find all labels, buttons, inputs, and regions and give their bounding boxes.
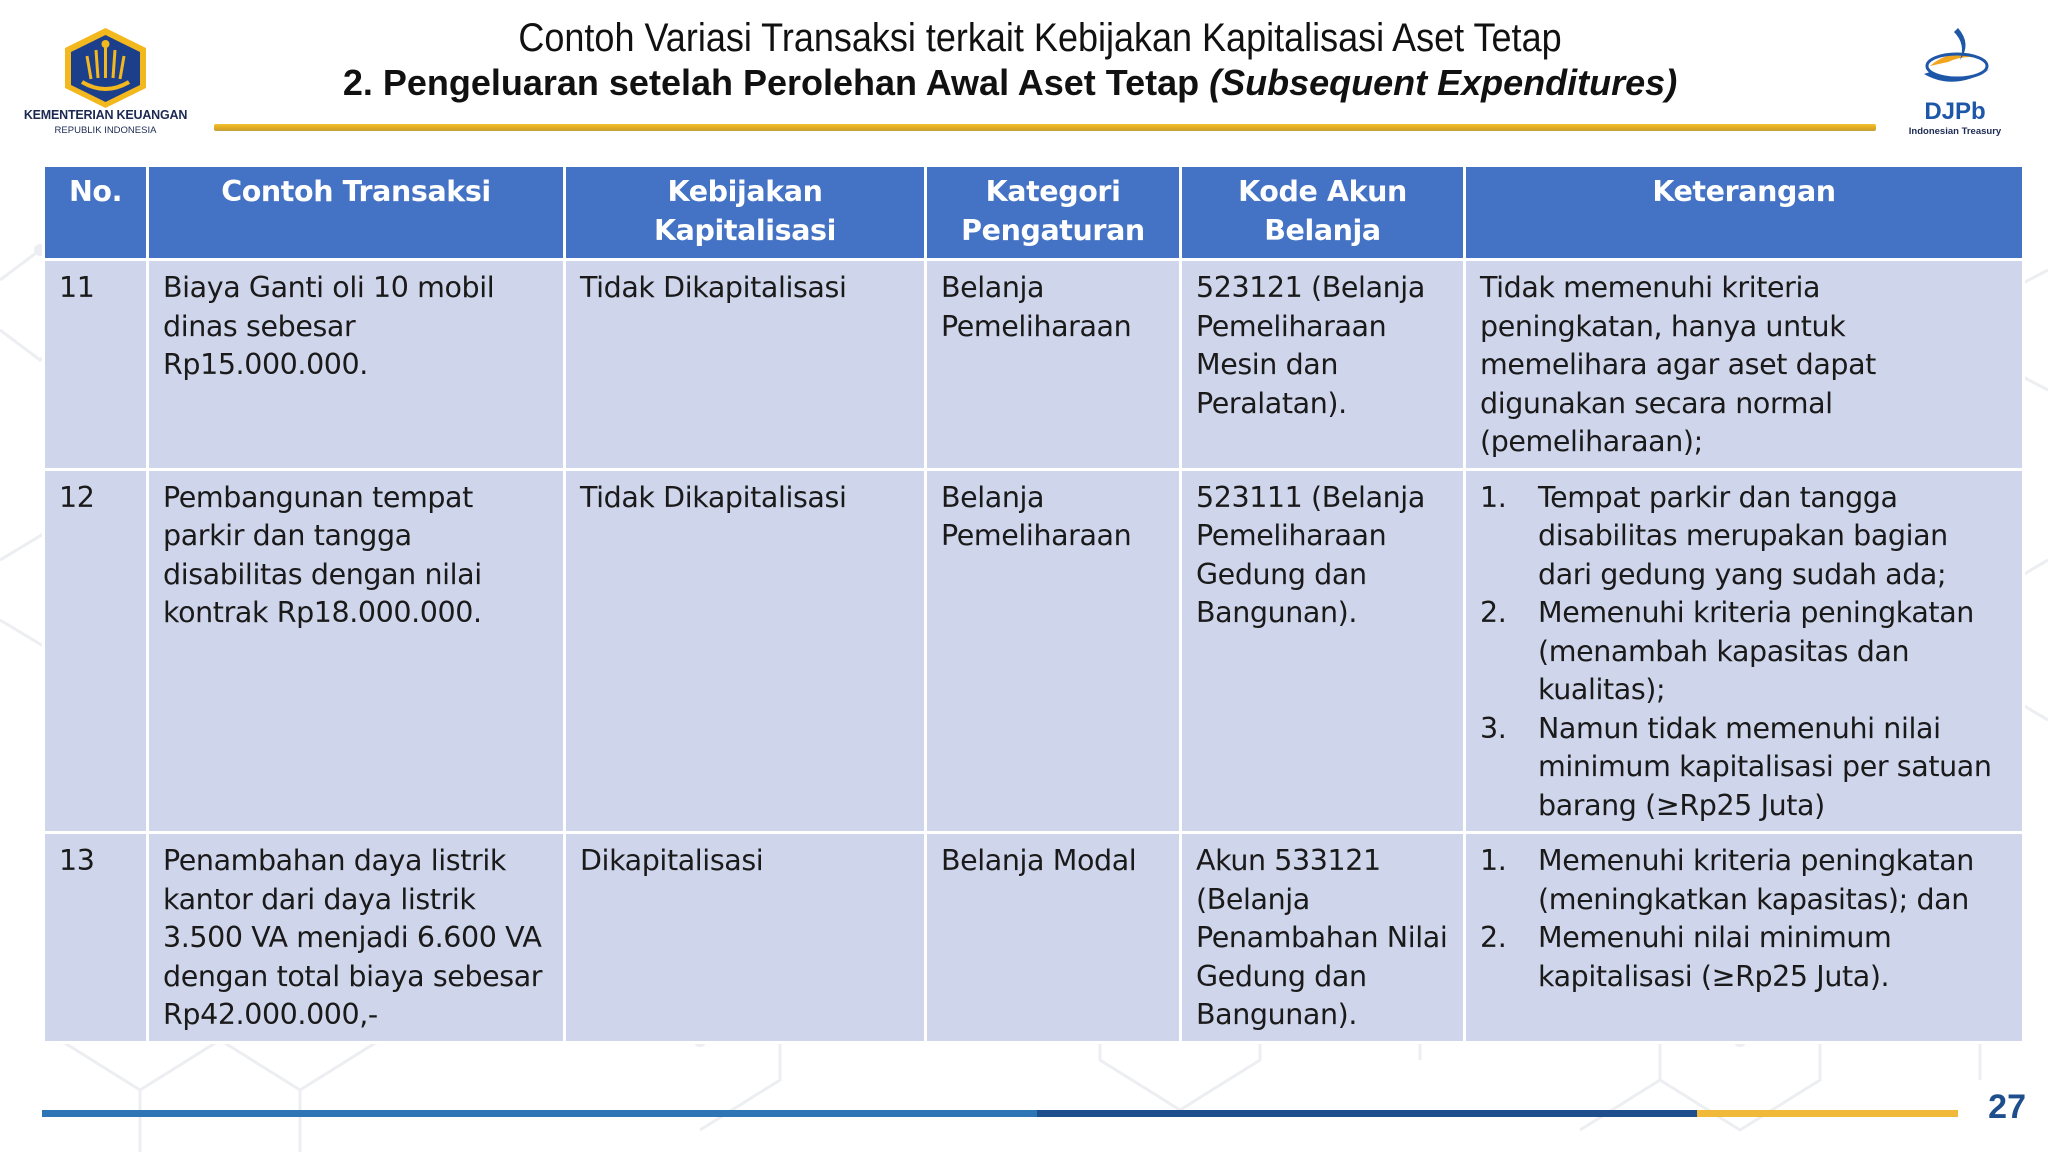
slide-title: Contoh Variasi Transaksi terkait Kebijakan Kapitalisasi Aset Tetap: [518, 16, 1562, 60]
list-item-text: Memenuhi nilai minimum kapitalisasi (≥Rp25 Juta).: [1538, 921, 1892, 993]
footer-bar: [42, 1110, 1958, 1117]
footer-bar-blue: [42, 1110, 1037, 1117]
cell-kategori: Belanja Pemeliharaan: [926, 469, 1181, 833]
list-item-number: 1.: [1480, 844, 1507, 877]
cell-contoh: Penambahan daya listrik kantor dari daya listrik 3.500 VA menjadi 6.600 VA dengan total biaya sebesar Rp42.000.000,-: [148, 833, 565, 1043]
cell-contoh: Biaya Ganti oli 10 mobil dinas sebesar Rp15.000.000.: [148, 260, 565, 470]
col-header-contoh: Contoh Transaksi: [148, 166, 565, 260]
slide-subtitle-main: 2. Pengeluaran setelah Perolehan Awal Aset Tetap: [342, 62, 1210, 103]
cell-kode: Akun 533121 (Belanja Penambahan Nilai Gedung dan Bangunan).: [1181, 833, 1465, 1043]
list-item: [1480, 594, 2008, 710]
cell-no: 11: [44, 260, 148, 470]
list-item-text: Memenuhi kriteria peningkatan (meningkatkan kapasitas); dan: [1538, 844, 1974, 916]
list-item: [1480, 842, 2008, 919]
list-item: [1480, 710, 2008, 826]
cell-kode: 523111 (Belanja Pemeliharaan Gedung dan Bangunan).: [1181, 469, 1465, 833]
col-header-kategori: Kategori Pengaturan: [926, 166, 1181, 260]
table-header-row: [44, 166, 2024, 260]
list-item-number: 2.: [1480, 596, 1507, 629]
footer-bar-gold: [1697, 1110, 1958, 1117]
capitalization-table: [42, 164, 2025, 1044]
cell-kode: 523121 (Belanja Pemeliharaan Mesin dan Peralatan).: [1181, 260, 1465, 470]
keterangan-list: [1480, 479, 2008, 826]
col-header-keterangan: Keterangan: [1465, 166, 2024, 260]
table-row: [44, 833, 2024, 1043]
cell-kebijakan: Dikapitalisasi: [565, 833, 926, 1043]
list-item-number: 1.: [1480, 480, 1507, 514]
page-number: 27: [1988, 1088, 2026, 1126]
list-item: [1480, 479, 2008, 595]
kemenkeu-logo: [18, 26, 193, 144]
kemenkeu-emblem-icon: [18, 26, 193, 110]
djpb-brand: DJPb: [1924, 98, 1986, 125]
slide-subtitle-italic: (Subsequent Expenditures): [1209, 62, 1678, 103]
list-item-text: Namun tidak memenuhi nilai minimum kapitalisasi per satuan barang (≥Rp25 Juta): [1538, 711, 1992, 822]
cell-kategori: Belanja Pemeliharaan: [926, 260, 1181, 470]
cell-kebijakan: Tidak Dikapitalisasi: [565, 260, 926, 470]
cell-keterangan: [1465, 833, 2024, 1043]
list-item-number: 2.: [1480, 921, 1507, 954]
header-gold-rule: [214, 124, 1876, 131]
kemenkeu-sub-name: REPUBLIK INDONESIA: [54, 125, 157, 136]
cell-contoh: Pembangunan tempat parkir dan tangga disabilitas dengan nilai kontrak Rp18.000.000.: [148, 469, 565, 833]
cell-kebijakan: Tidak Dikapitalisasi: [565, 469, 926, 833]
cell-no: 12: [44, 469, 148, 833]
list-item-number: 3.: [1480, 711, 1507, 745]
cell-keterangan: Tidak memenuhi kriteria peningkatan, hanya untuk memelihara agar aset dapat digunakan secara normal (pemeliharaan);: [1465, 260, 2024, 470]
footer-bar-navy: [1037, 1110, 1697, 1117]
kemenkeu-org-name: KEMENTERIAN KEUANGAN: [23, 108, 188, 122]
slide-subtitle: [230, 62, 1790, 104]
djpb-logo: [1900, 22, 2010, 142]
list-item: [1480, 919, 2008, 996]
djpb-emblem-icon: [1900, 22, 2010, 100]
list-item-text: Memenuhi kriteria peningkatan (menambah kapasitas dan kualitas);: [1538, 596, 1974, 706]
keterangan-list: [1480, 842, 2008, 996]
cell-keterangan: [1465, 469, 2024, 833]
cell-no: 13: [44, 833, 148, 1043]
cell-kategori: Belanja Modal: [926, 833, 1181, 1043]
col-header-kebijakan: Kebijakan Kapitalisasi: [565, 166, 926, 260]
list-item-text: Tempat parkir dan tangga disabilitas merupakan bagian dari gedung yang sudah ada;: [1538, 480, 1948, 591]
col-header-no: No.: [44, 166, 148, 260]
table-row: [44, 469, 2024, 833]
table-row: [44, 260, 2024, 470]
col-header-kode: Kode Akun Belanja: [1181, 166, 1465, 260]
djpb-tagline: Indonesian Treasury: [1908, 126, 2002, 137]
